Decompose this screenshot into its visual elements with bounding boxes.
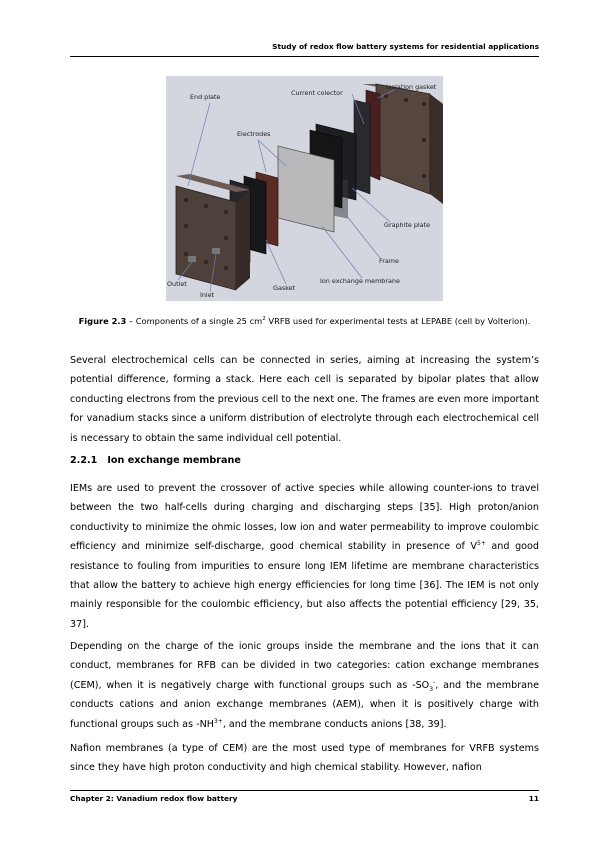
label-isolation-gasket: Isolation gasket: [386, 83, 437, 91]
label-end-plate: End plate: [190, 93, 221, 101]
electrode-felt: [278, 146, 334, 232]
section-heading: [70, 455, 241, 466]
paragraph-types-sup1: -: [433, 678, 436, 686]
label-frame: Frame: [379, 257, 399, 265]
footer-rule: [70, 790, 539, 791]
paragraph-types-a: Depending on the charge of the ionic groups inside the membrane and the ions that it can conduct, membranes for RFB can be divided in two categories: cation exchange membranes (CEM), when it is negatively charge with functional groups such as -SO: [70, 641, 539, 691]
paragraph-types-c: , and the membrane conducts anions [38, 39].: [222, 718, 447, 730]
label-gasket: Gasket: [273, 284, 296, 292]
footer-chapter: Chapter 2: Vanadium redox flow battery: [70, 794, 238, 803]
paragraph-iem-a: IEMs are used to prevent the crossover of active species while allowing counter-ions to travel between the two half-cells during charging and discharging steps [35]. High proton/anion conductivity to minimize the ohmic losses, low ion and water permeability to improve coulombic efficiency and minimize self-discharge, good chemical stability in presence of V: [70, 483, 539, 553]
paragraph-iem-b: and good resistance to fouling from impurities to ensure long IEM lifetime are membrane characteristics that allow the battery to achieve high energy efficiencies for long time [36]. The IEM is not only mainly responsible for the coulombic efficiency, but also affects the potential efficiency [29, 35, 37].: [70, 541, 539, 630]
page-number: 11: [528, 794, 539, 803]
right-end-plate-side: [430, 94, 443, 204]
label-inlet: Inlet: [200, 291, 215, 299]
current-collector-shape: [354, 100, 370, 194]
right-end-plate: [376, 84, 430, 194]
label-graphite-plate: Graphite plate: [384, 221, 431, 229]
label-ion-exchange-membrane: Ion exchange membrane: [320, 277, 400, 285]
paragraph-iem-sup: 5+: [476, 540, 486, 548]
vrfb-components-illustration: [166, 76, 443, 301]
paragraph-types-sup2: 3+: [213, 717, 223, 725]
paragraph-iem: [70, 479, 539, 634]
left-end-plate-side: [236, 190, 250, 290]
caption-sup: 2: [262, 316, 266, 323]
header-rule: [70, 56, 539, 57]
caption-text-a: – Components of a single 25 cm: [126, 316, 263, 326]
section-title: Ion exchange membrane: [107, 455, 241, 466]
figure-caption: [70, 313, 539, 329]
paragraph-types-b: , and the membrane conducts cations and anion exchange membranes (AEM), when it is positively charge with functional groups such as -NH: [70, 679, 539, 730]
figure-number: Figure 2.3: [78, 316, 127, 326]
label-electrodes: Electrodes: [237, 130, 271, 138]
paragraph-membrane-types: [70, 637, 539, 734]
caption-text-b: VRFB used for experimental tests at LEPABE (cell by Volterion).: [265, 316, 531, 326]
section-number: 2.2.1: [70, 455, 98, 466]
paragraph-nafion: Nafion membranes (a type of CEM) are the most used type of membranes for VRFB systems since they have high proton conductivity and high chemical stability. However, nafion: [70, 743, 539, 774]
label-outlet: Outlet: [167, 280, 187, 288]
paragraph-stack: Several electrochemical cells can be connected in series, aiming at increasing the system’s potential difference, forming a stack. Here each cell is separated by bipolar plates that allow conducting electrons from the previous cell to the next one. The frames are even more important for vanadium stacks since a uniform distribution of electrolyte through each electrochemical cell is necessary to obtain the same individual cell potential.: [70, 355, 539, 444]
figure-image: [166, 76, 443, 301]
paragraph-types-sub: 3: [429, 685, 434, 693]
page-header: Study of redox flow battery systems for residential applications: [272, 42, 539, 51]
label-current-collector: Current colector: [291, 89, 343, 97]
